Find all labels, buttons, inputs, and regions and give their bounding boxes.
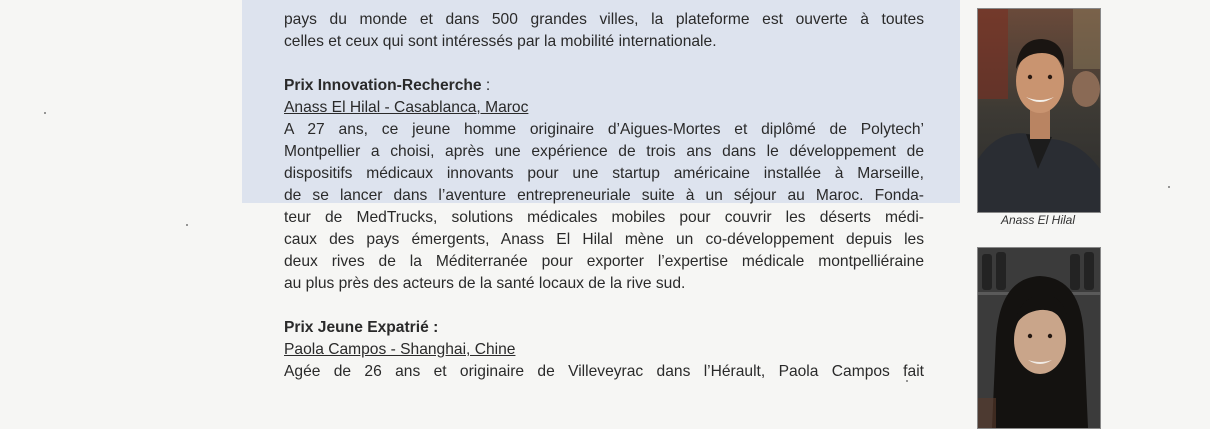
prize1-title: Prix Innovation-Recherche: [284, 77, 482, 94]
prize1-line: dispositifs médicaux innovants pour une startup américaine installée à Marseille,: [284, 165, 924, 182]
prize2-line: Agée de 26 ans et originaire de Villeveyrac dans l’Hérault, Paola Campos fait: [284, 363, 924, 380]
scan-speck: [1168, 186, 1170, 188]
prize1-line: caux des pays émergents, Anass El Hilal mène un co-développement depuis les: [284, 231, 924, 248]
prize1-line: teur de MedTrucks, solutions médicales mobiles pour couvrir les déserts médi-: [284, 209, 924, 226]
prize2-winner: Paola Campos - Shanghai, Chine: [284, 341, 516, 358]
prize2-title: Prix Jeune Expatrié :: [284, 319, 439, 336]
portrait-man-image: [978, 9, 1100, 212]
portrait-photo-woman: [977, 247, 1101, 429]
scan-speck: [44, 112, 46, 114]
scan-speck: [186, 224, 188, 226]
prize1-winner: Anass El Hilal - Casablanca, Maroc: [284, 99, 529, 116]
prize1-line: A 27 ans, ce jeune homme originaire d’Aigues-Mortes et diplômé de Polytech’: [284, 121, 924, 138]
prize1-line: Montpellier a choisi, après une expérience de trois ans dans le développement de: [284, 143, 924, 160]
prize1-title-line: [284, 75, 924, 97]
portrait-woman-image: [978, 248, 1100, 428]
intro-line: pays du monde et dans 500 grandes villes, la plateforme est ouverte à toutes: [284, 11, 924, 28]
portrait-photo-man: [977, 8, 1101, 213]
intro-paragraph: [284, 9, 924, 53]
prize2-section: [284, 317, 924, 383]
intro-line: celles et ceux qui sont intéressés par la mobilité internationale.: [284, 33, 717, 50]
prize1-section: [284, 75, 924, 295]
prize1-line: au plus près des acteurs de la santé locaux de la rive sud.: [284, 275, 686, 292]
prize1-title-suffix: :: [481, 77, 491, 94]
scan-speck: [906, 380, 908, 382]
prize1-line: de se lancer dans l’aventure entrepreneuriale suite à un séjour au Maroc. Fonda-: [284, 187, 924, 204]
photo1-caption: Anass El Hilal: [1000, 213, 1076, 227]
prize1-line: deux rives de la Méditerranée pour exporter l’expertise médicale montpelliéraine: [284, 253, 924, 270]
article-column: [284, 0, 924, 383]
